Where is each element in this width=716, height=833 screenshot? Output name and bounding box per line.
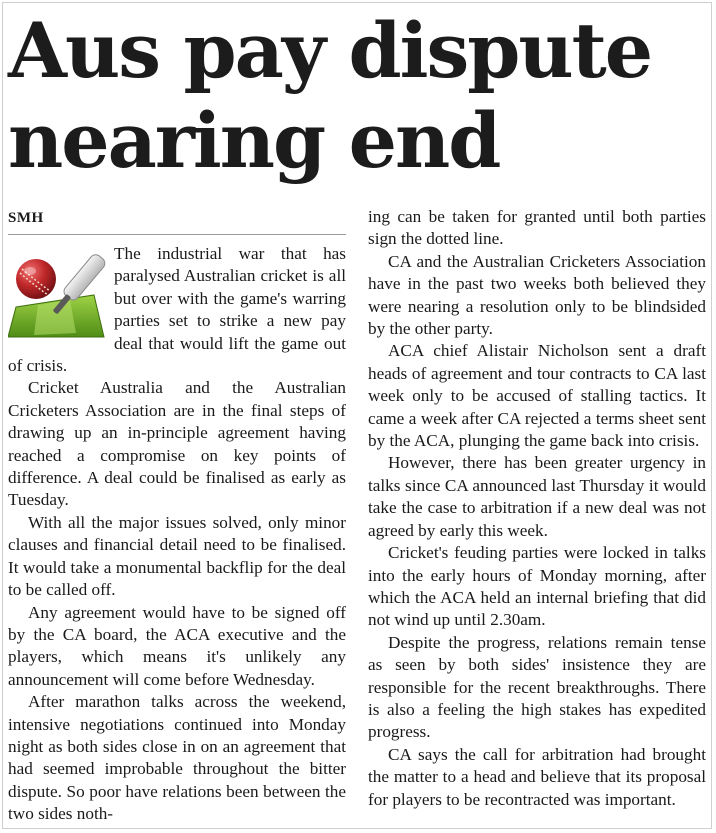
paragraph: CA and the Australian Cricketers Association have in the past two weeks both believed they were nearing a resolution only to be blindsided by the other party. <box>368 251 706 339</box>
cricket-ball-bat-pitch-icon <box>8 245 108 345</box>
paragraph: Cricket Australia and the Australian Cricketers Association are in the final steps of drawing up an in-principle agreement having reached a compromise on key points of difference. A deal could be finalised as early as Tuesday. <box>8 378 346 510</box>
paragraph: Despite the progress, relations remain tense as seen by both sides' insistence they are responsible for the recent breakthroughs. There is also a feeling the high stakes has expedited progress. <box>368 632 706 742</box>
left-column <box>8 208 346 826</box>
paragraph: After marathon talks across the weekend, intensive negotiations continued into Monday night as both sides close in on an agreement that had seemed improbable throughout the bitter dispute. So poor have relations been between the two sides noth- <box>8 692 346 824</box>
paragraph: ACA chief Alistair Nicholson sent a draft heads of agreement and tour contracts to CA last week only to be accused of stalling tactics. It came a week after CA rejected a terms sheet sent by the ACA, plunging the game back into crisis. <box>368 341 706 451</box>
paragraph: Any agreement would have to be signed off by the CA board, the ACA executive and the players, which means it's unlikely any announcement will come before Wednesday. <box>8 602 346 689</box>
byline: SMH <box>8 210 44 226</box>
paragraph: Cricket's feuding parties were locked in talks into the early hours of Monday morning, after which the ACA held an internal briefing that did not wind up until 2.30am. <box>368 543 706 630</box>
right-column <box>368 206 706 811</box>
paragraph: However, there has been greater urgency in talks since CA announced last Thursday it would take the case to arbitration if a new deal was not agreed by early this week. <box>368 453 706 540</box>
paragraph-continuation: ing can be taken for granted until both parties sign the dotted line. <box>368 207 706 249</box>
paragraph: CA says the call for arbitration had brought the matter to a head and believe that its proposal for players to be recontracted was important. <box>368 744 706 809</box>
paragraph: With all the major issues solved, only minor clauses and financial detail need to be finalised. It would take a monumental backflip for the deal to be called off. <box>8 512 346 600</box>
paragraph: The industrial war that has paralysed Australian cricket is all but over with the game's warring parties set to strike a new pay deal that would lift the game out of crisis. <box>8 244 346 376</box>
headline: Aus pay dispute nearing end <box>8 6 652 185</box>
byline-divider <box>8 234 346 235</box>
